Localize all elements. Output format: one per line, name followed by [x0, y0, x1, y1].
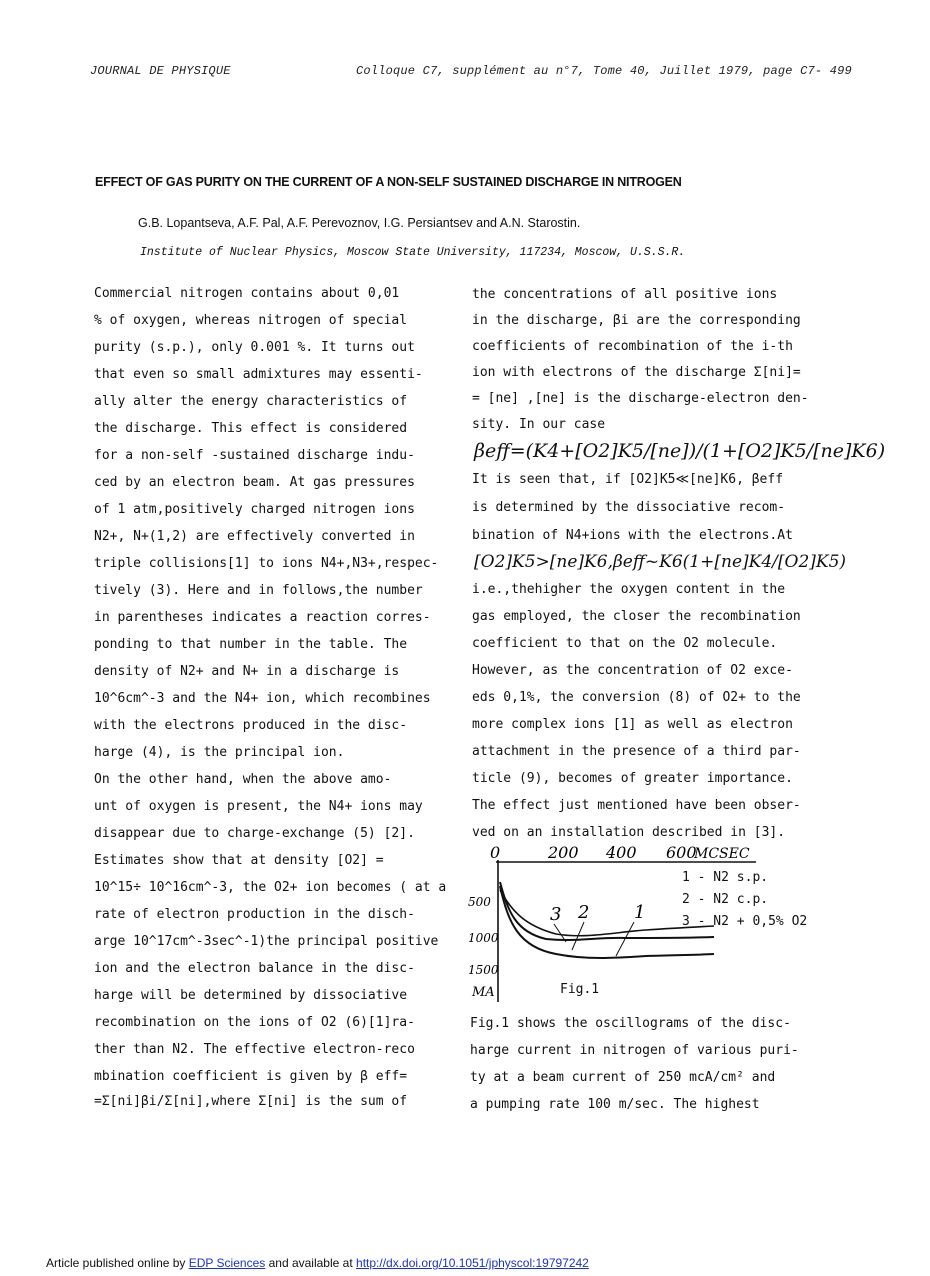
text-line: ion and the electron balance in the disc- [94, 961, 415, 976]
curve-label-2: 2 [578, 902, 590, 923]
authors: G.B. Lopantseva, A.F. Pal, A.F. Perevoznov, I.G. Persiantsev and A.N. Starostin. [138, 216, 581, 230]
text-line: in the discharge, βi are the corresponding [472, 313, 801, 328]
text-line: ticle (9), becomes of greater importance. [472, 771, 793, 786]
y-tick-1000: 1000 [468, 931, 499, 945]
figure-label: Fig.1 [560, 982, 600, 997]
x-unit: MCSEC [694, 846, 750, 862]
text-line: Fig.1 shows the oscillograms of the disc- [470, 1016, 791, 1031]
text-line: On the other hand, when the above amo- [94, 772, 392, 787]
text-line: 10^15÷ 10^16cm^-3, the O2+ ion becomes ( at a [94, 880, 447, 895]
text-line: Estimates show that at density [O2] = [94, 853, 384, 868]
text-line: coefficient to that on the O2 molecule. [472, 636, 778, 651]
text-line: the discharge. This effect is considered [94, 421, 408, 436]
text-line: is determined by the dissociative recom- [472, 500, 786, 515]
text-line: ther than N2. The effective electron-reco [94, 1042, 415, 1057]
y-unit: MA [472, 985, 495, 1000]
y-tick-500: 500 [468, 895, 491, 909]
text-line: purity (s.p.), only 0.001 %. It turns out [94, 340, 415, 355]
curve-label-1: 1 [634, 902, 646, 923]
journal-name: JOURNAL DE PHYSIQUE [90, 64, 231, 78]
footer [46, 1256, 589, 1270]
text-line: for a non-self -sustained discharge indu- [94, 448, 415, 463]
text-line: 10^6cm^-3 and the N4+ ion, which recombines [94, 691, 431, 706]
legend-item-3: 3 - N2 + 0,5% O2 [682, 914, 808, 929]
text-line: recombination on the ions of O2 (6)[1]ra- [94, 1015, 415, 1030]
text-line: However, as the concentration of O2 exce- [472, 663, 793, 678]
x-tick-600: 600 [666, 843, 697, 862]
text-line: ced by an electron beam. At gas pressures [94, 475, 415, 490]
text-line: = [ne] ,[ne] is the discharge-electron den- [472, 391, 809, 406]
y-tick-1500: 1500 [468, 963, 499, 977]
text-line: harge (4), is the principal ion. [94, 745, 345, 760]
text-line: It is seen that, if [O2]K5≪[ne]K6, βeff [472, 472, 784, 487]
text-line: attachment in the presence of a third par- [472, 744, 801, 759]
text-line: bination of N4+ions with the electrons.At [472, 528, 793, 543]
text-line: that even so small admixtures may essenti- [94, 367, 423, 382]
text-line: triple collisions[1] to ions N4+,N3+,respec- [94, 556, 439, 571]
text-line: with the electrons produced in the disc- [94, 718, 408, 733]
text-line: ion with electrons of the discharge Σ[ni]= [472, 365, 801, 380]
limit-formula: [O2]K5>[ne]K6,βeff~K6(1+[ne]K4/[O2]K5) [474, 552, 847, 572]
text-line: rate of electron production in the disch- [94, 907, 415, 922]
text-line: a pumping rate 100 m/sec. The highest [470, 1097, 760, 1112]
text-line: the concentrations of all positive ions [472, 287, 778, 302]
doi-link[interactable]: http://dx.doi.org/10.1051/jphyscol:19797242 [356, 1256, 589, 1270]
text-line: more complex ions [1] as well as electron [472, 717, 793, 732]
text-line: % of oxygen, whereas nitrogen of special [94, 313, 408, 328]
text-line: disappear due to charge-exchange (5) [2]. [94, 826, 415, 841]
text-line: ally alter the energy characteristics of [94, 394, 408, 409]
text-line: tively (3). Here and in follows,the number [94, 583, 423, 598]
text-line: The effect just mentioned have been obser- [472, 798, 801, 813]
legend-item-2: 2 - N2 c.p. [682, 892, 769, 907]
legend-item-1: 1 - N2 s.p. [682, 870, 769, 885]
x-tick-0: 0 [490, 843, 501, 862]
curve-label-3: 3 [550, 904, 562, 925]
affiliation: Institute of Nuclear Physics, Moscow State University, 117234, Moscow, U.S.S.R. [140, 246, 686, 259]
text-line: harge will be determined by dissociative [94, 988, 408, 1003]
text-line: arge 10^17cm^-3sec^-1)the principal positive [94, 934, 439, 949]
footer-prefix: Article published online by [46, 1256, 186, 1270]
x-tick-200: 200 [548, 843, 579, 862]
text-line: ty at a beam current of 250 mcA/cm² and [470, 1070, 776, 1085]
text-line: eds 0,1%, the conversion (8) of O2+ to the [472, 690, 801, 705]
publisher-link[interactable]: EDP Sciences [188, 1256, 266, 1270]
beta-eff-formula: βeff=(K4+[O2]K5/[ne])/(1+[O2]K5/[ne]K6) [474, 440, 886, 462]
text-line: ponding to that number in the table. The [94, 637, 408, 652]
x-tick-400: 400 [606, 843, 637, 862]
text-line: mbination coefficient is given by β eff= [94, 1069, 408, 1084]
footer-middle: and available at [268, 1256, 353, 1270]
text-line: density of N2+ and N+ in a discharge is [94, 664, 400, 679]
paper-title: EFFECT OF GAS PURITY ON THE CURRENT OF A NON-SELF SUSTAINED DISCHARGE IN NITROGEN [95, 175, 682, 189]
text-line: of 1 atm,positively charged nitrogen ions [94, 502, 415, 517]
text-line: coefficients of recombination of the i-th [472, 339, 793, 354]
text-line: in parentheses indicates a reaction corres- [94, 610, 431, 625]
left-formula-line: =Σ[ni]βi/Σ[ni],where Σ[ni] is the sum of [94, 1094, 408, 1109]
text-line: Commercial nitrogen contains about 0,01 [94, 286, 400, 301]
citation: Colloque C7, supplément au n°7, Tome 40, Juillet 1979, page C7- 499 [356, 64, 852, 78]
text-line: unt of oxygen is present, the N4+ ions may [94, 799, 423, 814]
curve-2 [500, 882, 714, 940]
text-line: harge current in nitrogen of various puri- [470, 1043, 799, 1058]
text-line: i.e.,thehigher the oxygen content in the [472, 582, 786, 597]
text-line: sity. In our case [472, 417, 606, 432]
text-line: ved on an installation described in [3]. [472, 825, 786, 840]
text-line: N2+, N+(1,2) are effectively converted in [94, 529, 415, 544]
text-line: gas employed, the closer the recombination [472, 609, 801, 624]
